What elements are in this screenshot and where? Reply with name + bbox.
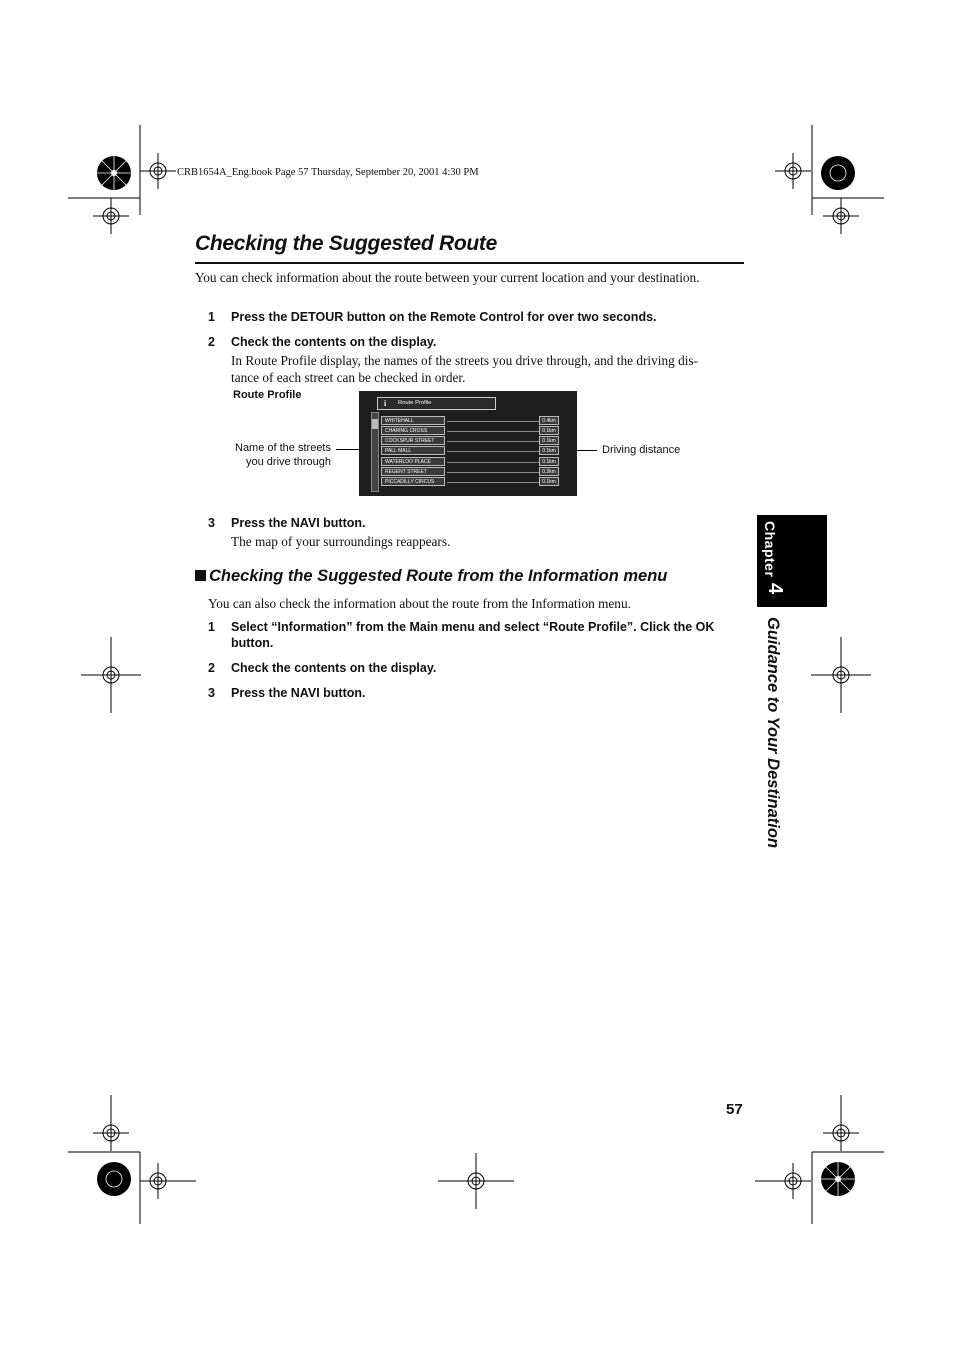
step-3 [208, 515, 748, 531]
street-distance: 0.1km [539, 426, 559, 435]
step-2-detail-line-1: In Route Profile display, the names of the streets you drive through, and the driving dis- [231, 353, 699, 368]
step-text-line-1: Select “Information” from the Main menu and select “Route Profile”. Click the OK [231, 620, 715, 634]
screen-scrollbar [371, 412, 379, 492]
subsection-intro: You can also check the information about the route from the Information menu. [208, 596, 631, 611]
street-name: COCKSPUR STREET [381, 436, 445, 445]
row-leader-line [447, 482, 539, 483]
row-leader-line [447, 441, 539, 442]
street-distance: 0.2km [539, 467, 559, 476]
step-text: Press the DETOUR button on the Remote Control for over two seconds. [231, 310, 657, 324]
step-text: Check the contents on the display. [231, 661, 437, 675]
street-distance: 0.1km [539, 457, 559, 466]
page-number: 57 [726, 1101, 743, 1118]
route-profile-screen [359, 391, 577, 496]
street-row [381, 477, 564, 487]
row-leader-line [447, 451, 539, 452]
step-number: 3 [208, 686, 215, 700]
step-2-detail-line-2: tance of each street can be checked in order. [231, 370, 466, 385]
subsection-title: Checking the Suggested Route from the Information menu [209, 567, 668, 585]
street-row [381, 457, 564, 467]
street-distance: 0.4km [539, 416, 559, 425]
step-2 [208, 334, 748, 350]
right-callout: Driving distance [602, 444, 681, 456]
left-callout-line-2: you drive through [246, 456, 331, 468]
street-row [381, 416, 564, 426]
book-file-info: CRB1654A_Eng.book Page 57 Thursday, September 20, 2001 4:30 PM [177, 167, 479, 178]
street-distance: 0.1km [539, 477, 559, 486]
left-callout [233, 441, 331, 469]
street-name: PICCADILLY CIRCUS [381, 477, 445, 486]
title-rule [195, 262, 744, 264]
step-number: 1 [208, 620, 215, 634]
step-number: 2 [208, 661, 215, 675]
street-name: REGENT STREET [381, 467, 445, 476]
step-3-detail: The map of your surroundings reappears. [231, 534, 451, 549]
street-name: WATERLOO PLACE [381, 457, 445, 466]
chapter-title: Guidance to Your Destination [764, 617, 782, 849]
step-number: 1 [208, 310, 215, 324]
subsection-heading [195, 567, 667, 586]
sub-step-2 [208, 660, 748, 676]
left-callout-line-1: Name of the streets [235, 442, 331, 454]
square-bullet-icon [195, 570, 206, 581]
step-text-line-2: button. [231, 636, 274, 650]
page-title: Checking the Suggested Route [195, 232, 497, 255]
sub-step-1 [208, 619, 748, 651]
screen-title-bar [377, 397, 496, 410]
street-row [381, 467, 564, 477]
street-row [381, 436, 564, 446]
chapter-number: 4 [764, 583, 786, 595]
row-leader-line [447, 431, 539, 432]
sub-step-3 [208, 685, 748, 701]
step-1 [208, 309, 748, 325]
street-name: PALL MALL [381, 446, 445, 455]
row-leader-line [447, 421, 539, 422]
street-distance: 0.1km [539, 436, 559, 445]
street-row [381, 446, 564, 456]
screen-title: Route Profile [398, 400, 432, 406]
figure-caption: Route Profile [233, 389, 302, 401]
step-text: Press the NAVI button. [231, 686, 366, 700]
street-name: WHITEHALL [381, 416, 445, 425]
row-leader-line [447, 462, 539, 463]
step-text: Check the contents on the display. [231, 335, 437, 349]
intro-paragraph: You can check information about the route between your current location and your destination. [195, 270, 700, 285]
street-distance: 0.1km [539, 446, 559, 455]
row-leader-line [447, 472, 539, 473]
scroll-thumb [372, 419, 378, 429]
info-icon: i [384, 399, 387, 408]
step-number: 2 [208, 335, 215, 349]
street-row [381, 426, 564, 436]
step-text: Press the NAVI button. [231, 516, 366, 530]
chapter-label: Chapter [762, 521, 778, 578]
step-number: 3 [208, 516, 215, 530]
street-name: CHARING CROSS [381, 426, 445, 435]
